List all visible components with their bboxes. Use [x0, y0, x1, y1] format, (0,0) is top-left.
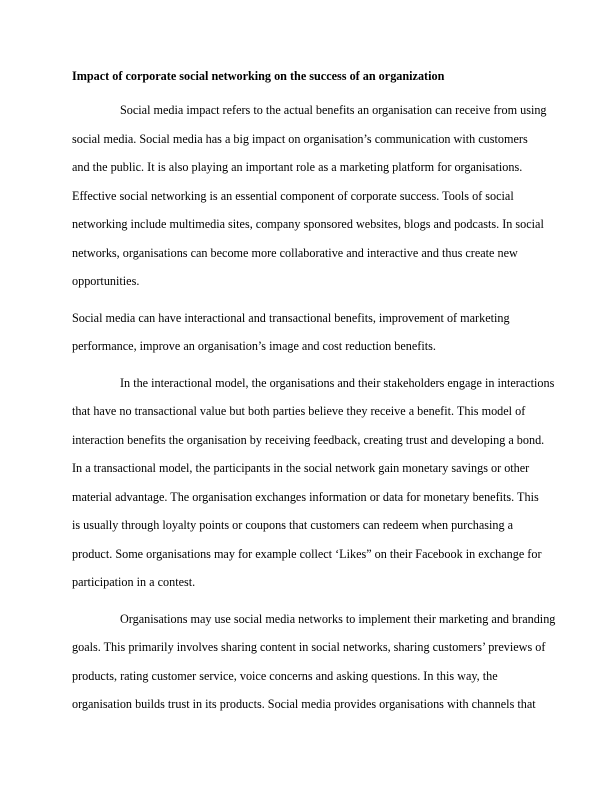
document-body — [72, 66, 556, 727]
paragraph — [72, 605, 556, 719]
paragraph-line: organisation builds trust in its products. Social media provides organisations with channels that — [72, 697, 536, 711]
paragraph-line: networking include multimedia sites, company sponsored websites, blogs and podcasts. In social — [72, 217, 544, 231]
paragraph-container — [72, 96, 556, 719]
paragraph-line: material advantage. The organisation exchanges information or data for monetary benefits. This — [72, 489, 539, 504]
paragraph-line: is usually through loyalty points or coupons that customers can redeem when purchasing a — [72, 518, 514, 532]
paragraph-line: Social media can have interactional and transactional benefits, improvement of marketing — [72, 310, 510, 325]
paragraph — [72, 369, 555, 597]
paragraph-line: Organisations may use social media networks to implement their marketing and branding — [120, 611, 556, 626]
paragraph-line: participation in a contest. — [72, 575, 196, 589]
paragraph-line: Effective social networking is an essential component of corporate success. Tools of social — [72, 188, 514, 203]
paragraph-line: product. Some organisations may for example collect ‘Likes” on their Facebook in exchange for — [72, 546, 542, 561]
paragraph-line: products, rating customer service, voice concerns and asking questions. In this way, the — [72, 668, 498, 683]
paragraph-line: social media. Social media has a big impact on organisation’s communication with customers — [72, 131, 528, 146]
paragraph — [72, 304, 548, 361]
paragraph-line: In the interactional model, the organisations and their stakeholders engage in interactions — [120, 375, 555, 390]
paragraph-line: that have no transactional value but both parties believe they receive a benefit. This model of — [72, 404, 526, 418]
paragraph-line: In a transactional model, the participants in the social network gain monetary savings or other — [72, 461, 530, 475]
paragraph-line: networks, organisations can become more collaborative and interactive and thus create new — [72, 245, 518, 260]
document-title: Impact of corporate social networking on the success of an organization — [72, 69, 445, 83]
paragraph-line: and the public. It is also playing an important role as a marketing platform for organisations. — [72, 160, 523, 174]
paragraph-line: performance, improve an organisation’s image and cost reduction benefits. — [72, 339, 436, 353]
paragraph-line: interaction benefits the organisation by receiving feedback, creating trust and developing a bond. — [72, 432, 545, 447]
paragraph-line: opportunities. — [72, 274, 140, 288]
paragraph-line: goals. This primarily involves sharing content in social networks, sharing customers’ previews of — [72, 640, 546, 654]
paragraph-line: Social media impact refers to the actual benefits an organisation can receive from using — [120, 103, 547, 117]
paragraph — [72, 96, 548, 296]
